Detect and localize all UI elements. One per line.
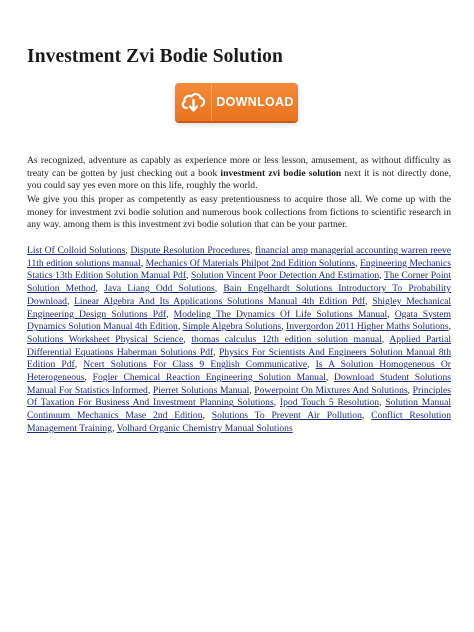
related-link[interactable]: Solutions Worksheet Physical Science — [27, 333, 184, 345]
related-link[interactable]: Simple Algebra Solutions — [182, 321, 282, 333]
related-link[interactable]: Dispute Resolution Procedures — [130, 245, 250, 256]
link-separator: , — [407, 384, 413, 396]
link-separator: , — [381, 333, 390, 345]
related-link[interactable]: List Of Colloid Solutions — [27, 245, 126, 256]
related-link[interactable]: Linear Algebra And Its Applications Solutions Manual 4th Edition Pdf — [74, 295, 366, 307]
related-link[interactable]: Modeling The Dynamics Of Life Solutions Manual — [173, 308, 388, 320]
related-link[interactable]: Shigley Mechanical Engineering Design Solutions Pdf — [27, 295, 452, 320]
intro-paragraph — [27, 155, 451, 193]
related-link[interactable]: Ncert Solutions For Class 9 English Communicative — [83, 359, 308, 371]
link-separator: , — [214, 283, 224, 295]
intro-book-title: investment zvi bodie solution — [220, 167, 342, 179]
related-link[interactable]: financial amp managerial accounting warren reeve 11th edition solutions manual — [27, 245, 452, 269]
related-link[interactable]: Principles Of Taxation For Business And Investment Planning Solutions — [27, 384, 452, 409]
related-link[interactable]: Applied Partial Differential Equations Haberman Solutions Pdf — [27, 333, 451, 358]
link-separator: , — [147, 384, 153, 396]
link-separator: , — [183, 333, 192, 345]
related-link[interactable]: Powerpoint On Mixtures And Solutions — [254, 384, 408, 396]
link-separator: , — [249, 384, 255, 396]
related-link[interactable]: Java Liang Odd Solutions — [104, 283, 215, 295]
link-separator: , — [379, 397, 386, 409]
related-link[interactable]: Solution Vincent Poor Detection And Estimation — [191, 270, 380, 282]
related-link[interactable]: Engineering Mechanics Statics 13th Edition Solution Manual Pdf — [27, 257, 452, 282]
related-link[interactable]: thomas calculus 12th edition solution manual — [191, 333, 382, 345]
link-separator: , — [166, 308, 174, 320]
link-separator: , — [249, 245, 256, 256]
related-link[interactable]: The Corner Point Solution Method — [27, 270, 451, 295]
related-link[interactable]: Mechanics Of Materials Philpot 2nd Edition Solutions — [145, 257, 356, 269]
link-separator: , — [112, 422, 117, 434]
link-separator: , — [84, 372, 93, 384]
link-separator: , — [95, 283, 105, 295]
intro-text-after: next it is not directly done, you could say yes even more on this life, roughly the world. — [27, 167, 451, 192]
link-separator: , — [186, 270, 192, 282]
intro-text-before: As recognized, adventure as capably as experience more or less lesson, amusement, as without difficulty as treaty can be gotten by just checking out a book — [27, 155, 451, 179]
related-link[interactable]: Is A Solution Homogeneous Or Heterogeneous — [27, 359, 451, 384]
download-button[interactable] — [175, 83, 298, 121]
link-separator: , — [448, 321, 451, 333]
link-separator: , — [202, 410, 212, 422]
link-separator: , — [74, 359, 84, 371]
related-link[interactable]: Solutions To Prevent Air Pollution — [211, 410, 362, 422]
related-link[interactable]: Ogata System Dynamics Solution Manual 4th Edition — [27, 308, 451, 333]
body-paragraph: We give you this proper as competently as easy pretentiousness to acquire those all. We come up with the money for investment zvi bodie solution and numerous book collections from fictions to scientific research in any way. among them is this investment zvi bodie solution that can be your partner. — [27, 194, 451, 231]
link-separator: , — [140, 257, 146, 269]
link-separator: , — [273, 397, 280, 409]
related-link[interactable]: Invergordon 2011 Higher Maths Solutions — [286, 321, 449, 333]
link-separator: , — [125, 245, 131, 256]
link-separator: , — [379, 270, 384, 282]
link-separator: , — [361, 410, 372, 422]
related-link[interactable]: Bain Engelhardt Solutions Introductory To Probability Download — [27, 283, 452, 307]
related-link[interactable]: Fogler Chemical Reaction Engineering Solution Manual — [92, 372, 326, 384]
related-link[interactable]: Physics For Scientists And Engineers Solution Manual 8th Edition Pdf — [27, 346, 452, 371]
link-separator: , — [387, 308, 395, 320]
link-separator: , — [213, 346, 220, 358]
page-title: Investment Zvi Bodie Solution — [27, 46, 283, 67]
cloud-download-icon — [175, 83, 212, 121]
link-separator: , — [365, 295, 373, 307]
link-separator: , — [355, 257, 361, 269]
related-link[interactable]: Volhard Organic Chemistry Manual Solutions — [116, 422, 293, 434]
link-separator: , — [325, 372, 335, 384]
related-links-list — [27, 245, 451, 436]
link-separator: , — [177, 321, 183, 333]
link-separator: , — [307, 359, 316, 371]
related-link[interactable]: Download Student Solutions Manual For Statistics Informed — [27, 372, 452, 396]
related-link[interactable]: Pierret Solutions Manual — [152, 384, 250, 396]
link-separator: , — [66, 295, 75, 307]
related-link[interactable]: Conflict Resolution Management Training — [27, 410, 451, 434]
related-link[interactable]: Solution Manual Continuum Mechanics Mase 2nd Edition — [27, 397, 452, 422]
related-link[interactable]: Ipod Touch 5 Resolution — [279, 397, 380, 409]
link-separator: , — [281, 321, 287, 333]
download-button-label: DOWNLOAD — [216, 95, 294, 109]
